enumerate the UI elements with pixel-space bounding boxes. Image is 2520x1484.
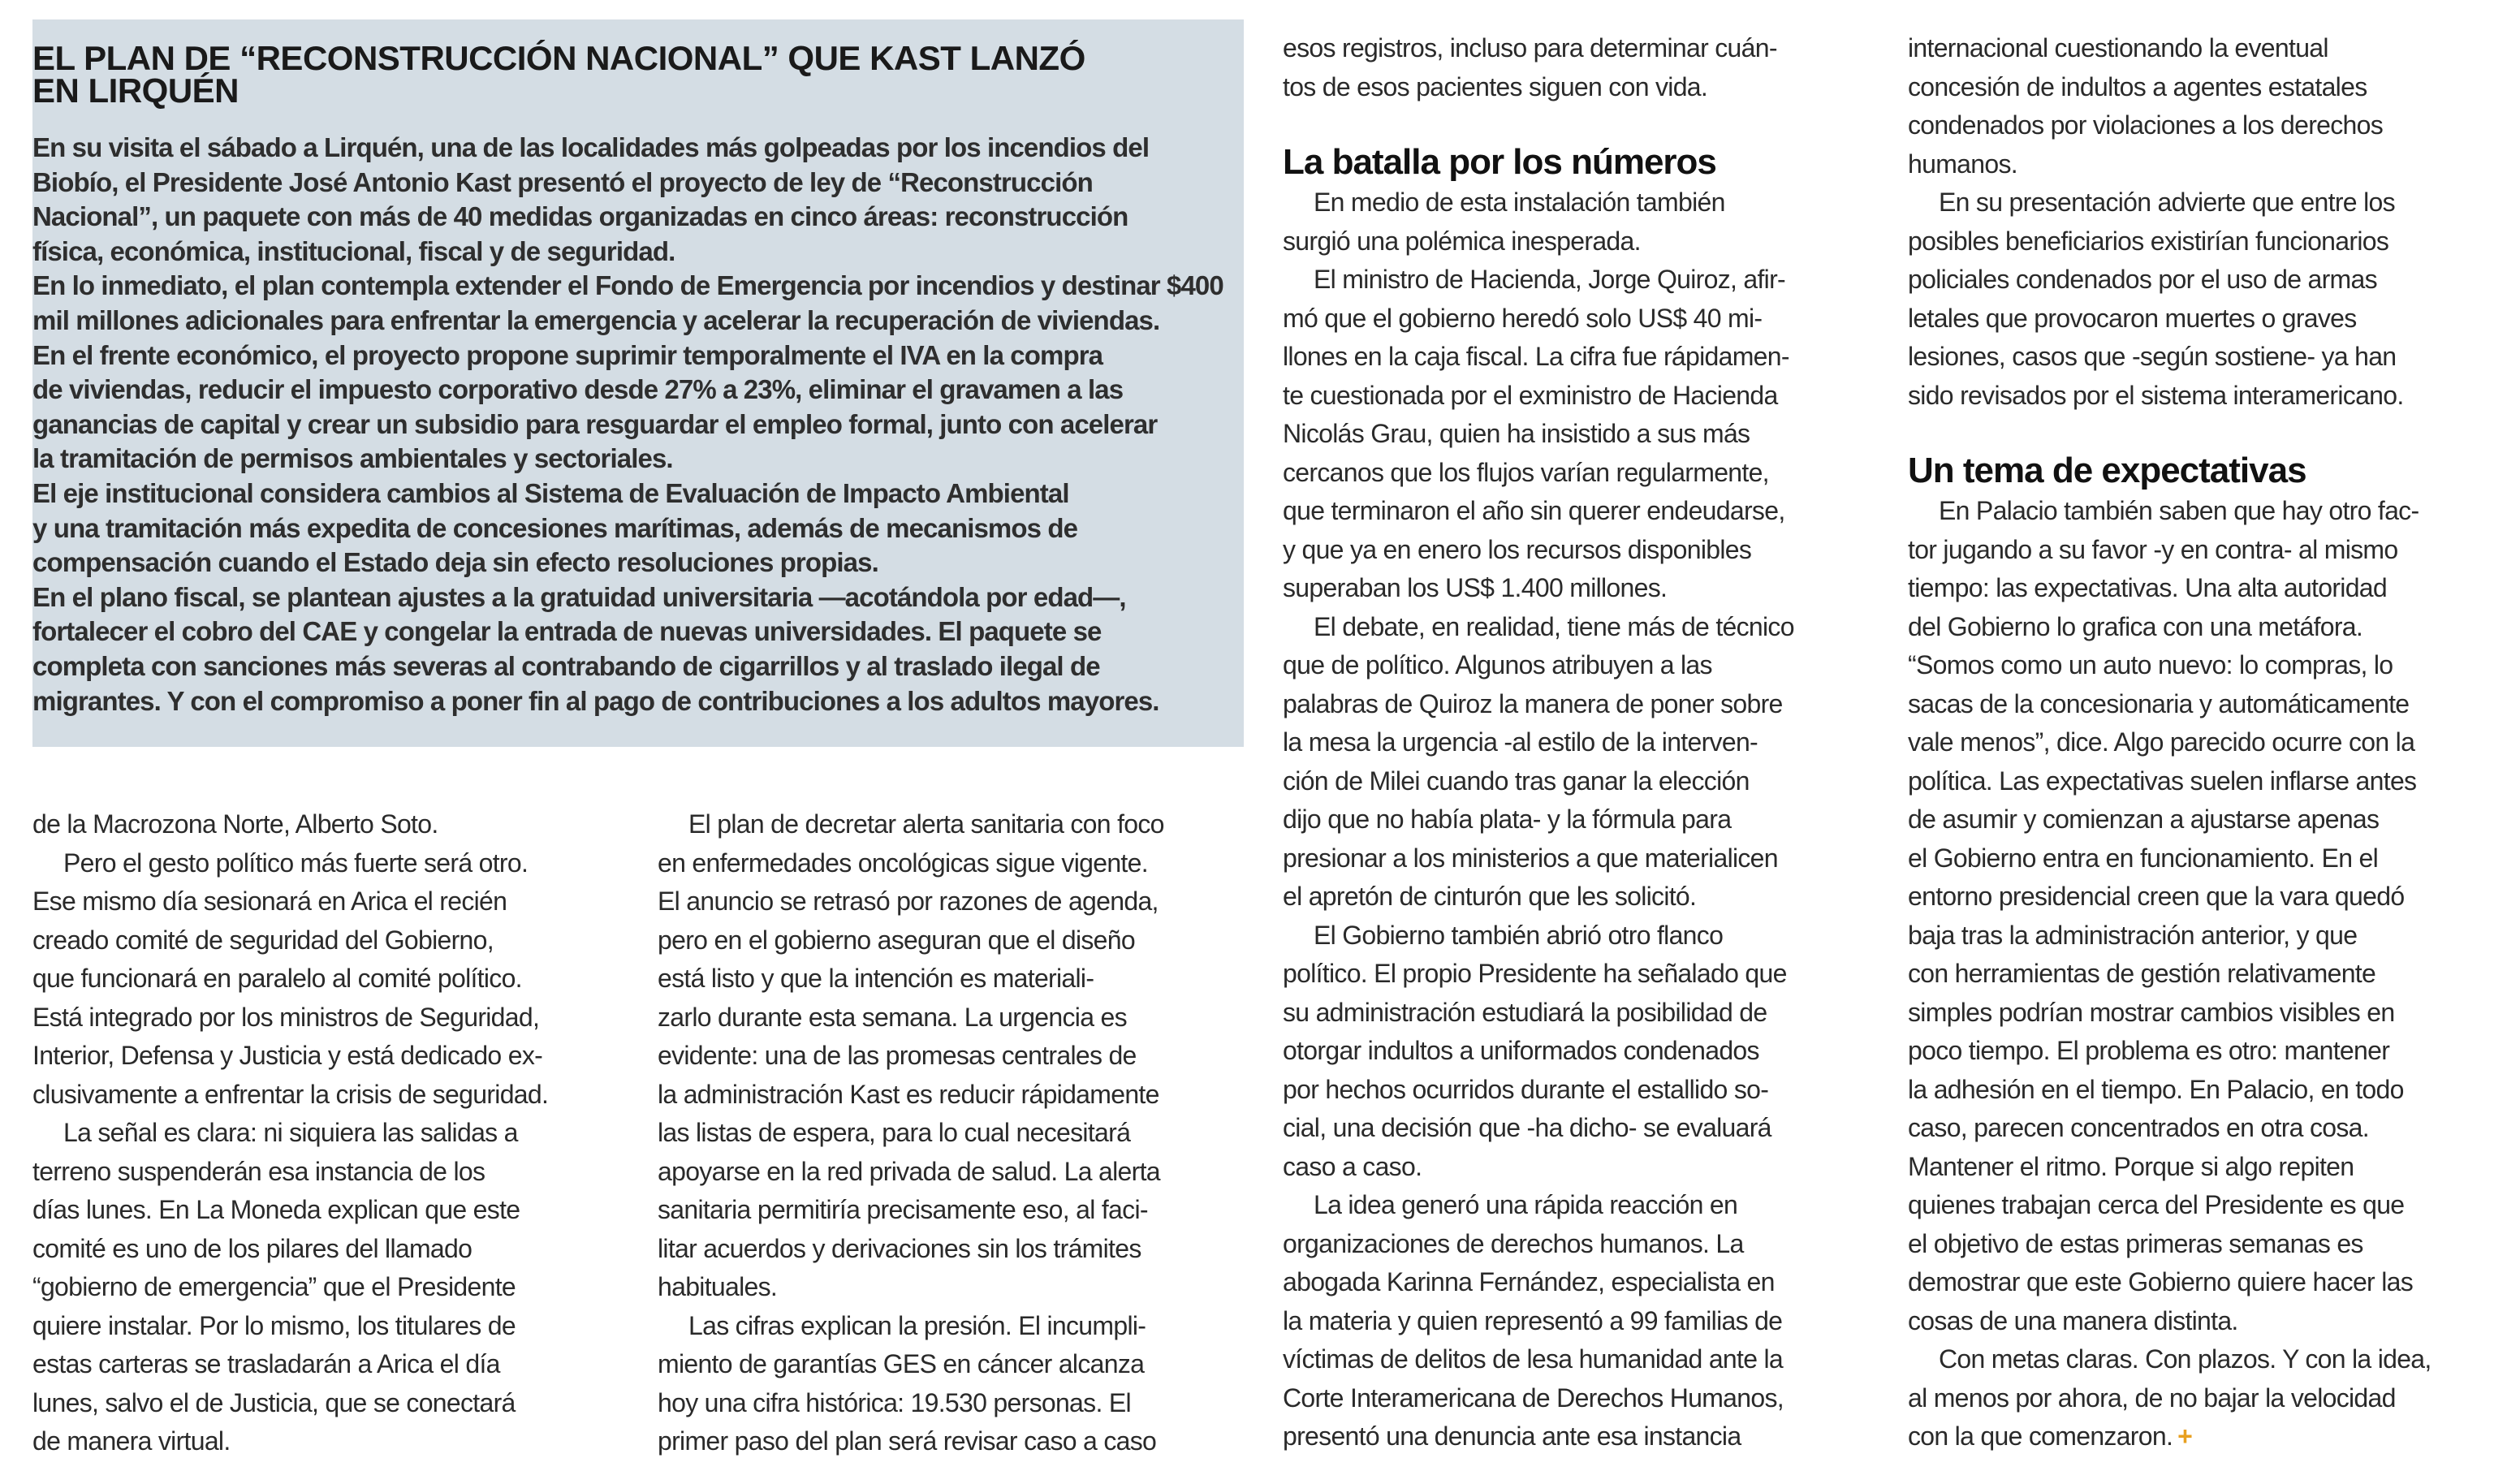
- text-line: [32, 1153, 625, 1192]
- text-line: [1908, 1379, 2501, 1418]
- text-line-content: la mesa la urgencia -al estilo de la interven-: [1283, 727, 1758, 757]
- text-line: [32, 1384, 625, 1423]
- text-line-content: tos de esos pacientes siguen con vida.: [1283, 71, 1708, 101]
- section-heading: La batalla por los números: [1283, 142, 1716, 182]
- text-line: [658, 921, 1250, 960]
- text-line: [1908, 800, 2501, 839]
- text-line: [658, 1384, 1250, 1423]
- text-line: [1908, 878, 2501, 917]
- text-line: [32, 999, 625, 1038]
- text-line: [1283, 68, 1875, 107]
- text-line-content: sido revisados por el sistema interamericano.: [1908, 380, 2404, 410]
- text-line-content: policiales condenados por el uso de armas: [1908, 265, 2377, 294]
- text-line: [1908, 145, 2501, 184]
- text-line-content: otorgar indultos a uniformados condenados: [1283, 1036, 1759, 1065]
- text-line-content: la adhesión en el tiempo. En Palacio, en todo: [1908, 1074, 2404, 1104]
- text-line: [1283, 338, 1875, 377]
- text-line: [1283, 415, 1875, 454]
- text-line-content: el apretón de cinturón que les solicitó.: [1283, 882, 1697, 911]
- box-body: [32, 131, 1223, 718]
- text-line-content: posibles beneficiarios existirían funcionarios: [1908, 226, 2389, 256]
- text-line-content: de manera virtual.: [32, 1426, 231, 1456]
- text-line-content: cial, una decisión que -ha dicho- se evaluará: [1283, 1113, 1771, 1142]
- text-line: [1283, 646, 1875, 685]
- text-line-content: Pero el gesto político más fuerte será otro.: [63, 848, 529, 878]
- text-line-content: la materia y quien representó a 99 familias de: [1283, 1305, 1783, 1335]
- box-text-line: fortalecer el cobro del CAE y congelar la entrada de nuevas universidades. El paquete se: [32, 616, 1102, 647]
- text-line: [658, 999, 1250, 1038]
- text-line-content: “gobierno de emergencia” que el Presidente: [32, 1272, 516, 1301]
- text-line: [1283, 1186, 1875, 1225]
- article-column-1: [32, 805, 625, 1461]
- text-line-content: política. Las expectativas suelen inflarse antes: [1908, 766, 2417, 796]
- box-title-line: EL PLAN DE “RECONSTRUCCIÓN NACIONAL” QUE KAST LANZÓ: [32, 39, 1085, 77]
- text-line: [32, 921, 625, 960]
- text-line-content: simples podrían mostrar cambios visibles en: [1908, 997, 2395, 1027]
- text-line-content: humanos.: [1908, 149, 2017, 179]
- text-line: [1908, 68, 2501, 107]
- text-line-content: organizaciones de derechos humanos. La: [1283, 1228, 1744, 1258]
- text-line-content: evidente: una de las promesas centrales de: [658, 1041, 1137, 1070]
- text-line: [1283, 1148, 1875, 1187]
- text-line-content: Está integrado por los ministros de Seguridad,: [32, 1002, 540, 1032]
- box-text-line: de viviendas, reducir el impuesto corporativo desde 27% a 23%, eliminar el gravamen a las: [32, 374, 1124, 405]
- text-line-content: víctimas de delitos de lesa humanidad ante la: [1283, 1344, 1784, 1374]
- text-line-content: el objetivo de estas primeras semanas es: [1908, 1228, 2363, 1258]
- text-line: [1283, 800, 1875, 839]
- text-line: [32, 1268, 625, 1307]
- text-line: [1908, 1186, 2501, 1225]
- text-line-content: entorno presidencial creen que la vara quedó: [1908, 882, 2405, 911]
- text-line: [1283, 608, 1875, 647]
- box-text-line: ganancias de capital y crear un subsidio para resguardar el empleo formal, junto con acelerar: [32, 408, 1158, 439]
- text-line: [1908, 1148, 2501, 1187]
- text-line-content: poco tiempo. El problema es otro: mantener: [1908, 1036, 2390, 1065]
- text-line-content: que funcionará en paralelo al comité político.: [32, 964, 522, 993]
- box-text-line: mil millones adicionales para enfrentar la emergencia y acelerar la recuperación de viviendas.: [32, 304, 1160, 335]
- text-line-content: hoy una cifra histórica: 19.530 personas. El: [658, 1387, 1131, 1417]
- text-line-content: sacas de la concesionaria y automáticamente: [1908, 688, 2410, 718]
- text-line-content: tor jugando a su favor -y en contra- al mismo: [1908, 534, 2398, 564]
- text-line-content: tiempo: las expectativas. Una alta autoridad: [1908, 573, 2387, 602]
- text-line: [32, 1114, 625, 1153]
- text-line: [1908, 1417, 2501, 1456]
- text-line-content: Con metas claras. Con plazos. Y con la idea,: [1939, 1344, 2432, 1374]
- text-line: [1908, 994, 2501, 1033]
- text-line: [32, 1307, 625, 1346]
- text-line: [1908, 608, 2501, 647]
- text-line: [32, 1191, 625, 1230]
- text-line: [1283, 762, 1875, 801]
- text-line: [1283, 492, 1875, 531]
- text-line: [1908, 646, 2501, 685]
- text-line-content: Ese mismo día sesionará en Arica el recién: [32, 887, 507, 916]
- text-line-content: El ministro de Hacienda, Jorge Quiroz, afir-: [1314, 265, 1785, 294]
- text-line: [1908, 1302, 2501, 1341]
- text-line: [1283, 29, 1875, 68]
- text-line-content: del Gobierno lo grafica con una metáfora.: [1908, 611, 2363, 641]
- box-text-line: En su visita el sábado a Lirquén, una de las localidades más golpeadas por los incendios del: [32, 132, 1150, 162]
- text-line-content: La idea generó una rápida reacción en: [1314, 1190, 1738, 1219]
- text-line: [1283, 377, 1875, 416]
- text-line: [1283, 917, 1875, 956]
- text-line: [1908, 569, 2501, 608]
- text-line: [1283, 839, 1875, 878]
- text-line-content: de la Macrozona Norte, Alberto Soto.: [32, 809, 438, 839]
- text-line-content: de asumir y comienzan a ajustarse apenas: [1908, 805, 2380, 834]
- text-line: [1908, 492, 2501, 531]
- text-line-content: cercanos que los flujos varían regularmente,: [1283, 457, 1769, 487]
- text-line: [658, 1422, 1250, 1461]
- text-line-content: condenados por violaciones a los derechos: [1908, 110, 2384, 140]
- box-text-line: El eje institucional considera cambios al Sistema de Evaluación de Impacto Ambiental: [32, 477, 1069, 508]
- end-mark-icon: +: [2177, 1421, 2193, 1451]
- text-line: [1283, 955, 1875, 994]
- text-line: [1908, 377, 2501, 416]
- text-line-content: demostrar que este Gobierno quiere hacer las: [1908, 1267, 2414, 1296]
- text-line-content: Interior, Defensa y Justicia y está dedicado ex-: [32, 1041, 543, 1070]
- text-line-content: litar acuerdos y derivaciones sin los trámites: [658, 1233, 1141, 1263]
- box-text-line: En lo inmediato, el plan contempla extender el Fondo de Emergencia por incendios y destinar $400: [32, 270, 1223, 301]
- text-line: [1908, 917, 2501, 956]
- text-line-content: creado comité de seguridad del Gobierno,: [32, 925, 494, 955]
- text-line: [32, 1230, 625, 1269]
- text-line-content: quiere instalar. Por lo mismo, los titulares de: [32, 1310, 516, 1340]
- box-title: [32, 39, 1202, 110]
- box-text-line: completa con sanciones más severas al contrabando de cigarrillos y al traslado ilegal de: [32, 650, 1100, 681]
- text-line-content: que terminaron el año sin querer endeudarse,: [1283, 496, 1785, 525]
- text-line: [1908, 261, 2501, 300]
- text-line: [32, 960, 625, 999]
- text-line-content: cosas de una manera distinta.: [1908, 1305, 2238, 1335]
- text-line-content: terreno suspenderán esa instancia de los: [32, 1156, 485, 1186]
- text-line-content: y que ya en enero los recursos disponibles: [1283, 534, 1752, 564]
- text-line: [1283, 878, 1875, 917]
- text-line-content: las listas de espera, para lo cual necesitará: [658, 1118, 1131, 1147]
- text-line: [1908, 1225, 2501, 1264]
- text-line: [32, 844, 625, 883]
- text-line-content: “Somos como un auto nuevo: lo compras, lo: [1908, 650, 2393, 679]
- text-line: [658, 1345, 1250, 1384]
- text-line: [1283, 723, 1875, 762]
- text-line-content: quienes trabajan cerca del Presidente es que: [1908, 1190, 2405, 1219]
- text-line-content: te cuestionada por el exministro de Hacienda: [1283, 380, 1778, 410]
- text-line-content: El debate, en realidad, tiene más de técnico: [1314, 611, 1794, 641]
- text-line: [658, 1307, 1250, 1346]
- box-title-line: EN LIRQUÉN: [32, 71, 239, 110]
- text-line-content: su administración estudiará la posibilidad de: [1283, 997, 1767, 1027]
- text-line: [1908, 183, 2501, 222]
- text-line-content: ción de Milei cuando tras ganar la elección: [1283, 766, 1750, 796]
- text-line: [1283, 1225, 1875, 1264]
- text-line-content: Corte Interamericana de Derechos Humanos,: [1283, 1383, 1784, 1413]
- text-line: [1908, 300, 2501, 339]
- text-line-content: dijo que no había plata- y la fórmula para: [1283, 805, 1732, 834]
- text-line: [658, 844, 1250, 883]
- text-line-content: El plan de decretar alerta sanitaria con foco: [688, 809, 1164, 839]
- article-column-2: [658, 805, 1250, 1461]
- text-line-content: la administración Kast es reducir rápidamente: [658, 1079, 1159, 1109]
- text-line-content: En medio de esta instalación también: [1314, 188, 1725, 217]
- text-line: [658, 1268, 1250, 1307]
- text-line-content: surgió una polémica inesperada.: [1283, 226, 1641, 256]
- text-line: [658, 1114, 1250, 1153]
- text-line-content: vale menos”, dice. Algo parecido ocurre con la: [1908, 727, 2415, 757]
- text-line: [1283, 1109, 1875, 1148]
- text-line: [1908, 762, 2501, 801]
- text-line: [658, 1230, 1250, 1269]
- box-text-line: En el frente económico, el proyecto propone suprimir temporalmente el IVA en la compra: [32, 339, 1103, 370]
- text-line-content: La señal es clara: ni siquiera las salidas a: [63, 1118, 518, 1147]
- text-line-content: letales que provocaron muertes o graves: [1908, 303, 2357, 333]
- text-line-content: clusivamente a enfrentar la crisis de seguridad.: [32, 1079, 549, 1109]
- text-line: [32, 1037, 625, 1076]
- text-line-content: pero en el gobierno aseguran que el diseño: [658, 925, 1135, 955]
- text-line: [1908, 1071, 2501, 1110]
- text-line: [1283, 685, 1875, 724]
- text-line-content: concesión de indultos a agentes estatales: [1908, 71, 2367, 101]
- text-line-content: el Gobierno entra en funcionamiento. En el: [1908, 843, 2378, 873]
- text-line: [1908, 531, 2501, 570]
- text-line: [1283, 994, 1875, 1033]
- text-line-content: en enfermedades oncológicas sigue vigente.: [658, 848, 1148, 878]
- box-text-line: Nacional”, un paquete con más de 40 medidas organizadas en cinco áreas: reconstrucción: [32, 201, 1128, 232]
- text-line: [1283, 261, 1875, 300]
- text-line-content: comité es uno de los pilares del llamado: [32, 1233, 472, 1263]
- text-line: [1283, 1032, 1875, 1071]
- text-line-content: estas carteras se trasladarán a Arica el día: [32, 1349, 500, 1378]
- text-line-content: superaban los US$ 1.400 millones.: [1283, 573, 1668, 602]
- box-text-line: compensación cuando el Estado deja sin efecto resoluciones propias.: [32, 547, 878, 578]
- text-line: [658, 1191, 1250, 1230]
- text-line: [32, 882, 625, 921]
- text-line-content: con herramientas de gestión relativamente: [1908, 959, 2376, 988]
- text-line-content: caso, parecen concentrados en otra cosa.: [1908, 1113, 2369, 1142]
- text-line-content: En su presentación advierte que entre los: [1939, 188, 2395, 217]
- text-line: [1283, 454, 1875, 493]
- text-line: [1908, 222, 2501, 261]
- text-line: [1908, 1263, 2501, 1302]
- text-line: [1283, 1340, 1875, 1379]
- text-line-content: días lunes. En La Moneda explican que este: [32, 1195, 520, 1224]
- text-line: [32, 1076, 625, 1115]
- box-text-line: la tramitación de permisos ambientales y sectoriales.: [32, 443, 673, 474]
- text-line: [1908, 29, 2501, 68]
- text-line: [658, 882, 1250, 921]
- text-line-content: abogada Karinna Fernández, especialista en: [1283, 1267, 1775, 1296]
- text-line: [658, 1153, 1250, 1192]
- text-line: [1283, 1302, 1875, 1341]
- text-line-content: que de político. Algunos atribuyen a las: [1283, 650, 1712, 679]
- article-column-3: [1283, 29, 1875, 1456]
- text-line: [1283, 569, 1875, 608]
- box-text-line: física, económica, institucional, fiscal y de seguridad.: [32, 235, 675, 266]
- text-line-content: habituales.: [658, 1272, 778, 1301]
- text-line-content: con la que comenzaron.: [1908, 1421, 2173, 1451]
- text-line: [1283, 1071, 1875, 1110]
- text-line-content: presentó una denuncia ante esa instancia: [1283, 1421, 1741, 1451]
- box-text-line: migrantes. Y con el compromiso a poner fin al pago de contribuciones a los adultos mayores.: [32, 685, 1159, 716]
- text-line-content: está listo y que la intención es materiali-: [658, 964, 1094, 993]
- text-line-content: caso a caso.: [1283, 1151, 1422, 1181]
- box-text-line: En el plano fiscal, se plantean ajustes a la gratuidad universitaria —acotándola por edad—,: [32, 581, 1126, 612]
- text-line-content: En Palacio también saben que hay otro fac-: [1939, 496, 2419, 525]
- text-line: [1908, 685, 2501, 724]
- text-line: [658, 960, 1250, 999]
- text-line-content: miento de garantías GES en cáncer alcanza: [658, 1349, 1145, 1378]
- text-line-content: internacional cuestionando la eventual: [1908, 33, 2328, 63]
- text-line-content: sanitaria permitiría precisamente eso, al faci-: [658, 1195, 1148, 1224]
- text-line-content: baja tras la administración anterior, y que: [1908, 920, 2358, 950]
- text-line: [1908, 723, 2501, 762]
- text-line-content: al menos por ahora, de no bajar la velocidad: [1908, 1383, 2396, 1413]
- article-column-4: [1908, 29, 2501, 1456]
- text-line-content: primer paso del plan será revisar caso a caso: [658, 1426, 1157, 1456]
- text-line: [1908, 338, 2501, 377]
- text-line: [1283, 1379, 1875, 1418]
- box-text-line: Biobío, el Presidente José Antonio Kast presentó el proyecto de ley de “Reconstrucción: [32, 166, 1093, 197]
- text-line: [32, 1345, 625, 1384]
- text-line: [32, 1422, 625, 1461]
- text-line-content: apoyarse en la red privada de salud. La alerta: [658, 1156, 1160, 1186]
- text-line-content: Nicolás Grau, quien ha insistido a sus más: [1283, 419, 1750, 448]
- box-text-line: y una tramitación más expedita de concesiones marítimas, además de mecanismos de: [32, 512, 1078, 543]
- text-line: [1283, 222, 1875, 261]
- text-line: [1908, 106, 2501, 145]
- text-line: [1908, 955, 2501, 994]
- text-line-content: presionar a los ministerios a que materialicen: [1283, 843, 1778, 873]
- text-line: [658, 1076, 1250, 1115]
- text-line-content: Mantener el ritmo. Porque si algo repiten: [1908, 1151, 2354, 1181]
- text-line-content: lesiones, casos que -según sostiene- ya han: [1908, 342, 2397, 371]
- text-line: [658, 1037, 1250, 1076]
- text-line-content: palabras de Quiroz la manera de poner sobre: [1283, 688, 1783, 718]
- text-line: [1283, 183, 1875, 222]
- text-line-content: mó que el gobierno heredó solo US$ 40 mi-: [1283, 303, 1763, 333]
- text-line: [1908, 839, 2501, 878]
- text-line-content: El anuncio se retrasó por razones de agenda,: [658, 887, 1159, 916]
- text-line: [32, 805, 625, 844]
- text-line-content: llones en la caja fiscal. La cifra fue rápidamen-: [1283, 342, 1789, 371]
- text-line: [1283, 531, 1875, 570]
- text-line-content: El Gobierno también abrió otro flanco: [1314, 920, 1724, 950]
- text-line-content: esos registros, incluso para determinar cuán-: [1283, 33, 1777, 63]
- text-line: [1283, 300, 1875, 339]
- text-line-content: por hechos ocurridos durante el estallido so-: [1283, 1074, 1769, 1104]
- text-line-content: zarlo durante esta semana. La urgencia es: [658, 1002, 1127, 1032]
- text-line-content: lunes, salvo el de Justicia, que se conectará: [32, 1387, 516, 1417]
- text-line-content: Las cifras explican la presión. El incumpli-: [688, 1310, 1146, 1340]
- text-line: [1283, 1417, 1875, 1456]
- text-line: [658, 805, 1250, 844]
- text-line-content: político. El propio Presidente ha señalado que: [1283, 959, 1787, 988]
- section-heading: Un tema de expectativas: [1908, 451, 2306, 490]
- text-line: [1908, 1109, 2501, 1148]
- text-line: [1283, 1263, 1875, 1302]
- text-line: [1908, 1340, 2501, 1379]
- text-line: [1908, 1032, 2501, 1071]
